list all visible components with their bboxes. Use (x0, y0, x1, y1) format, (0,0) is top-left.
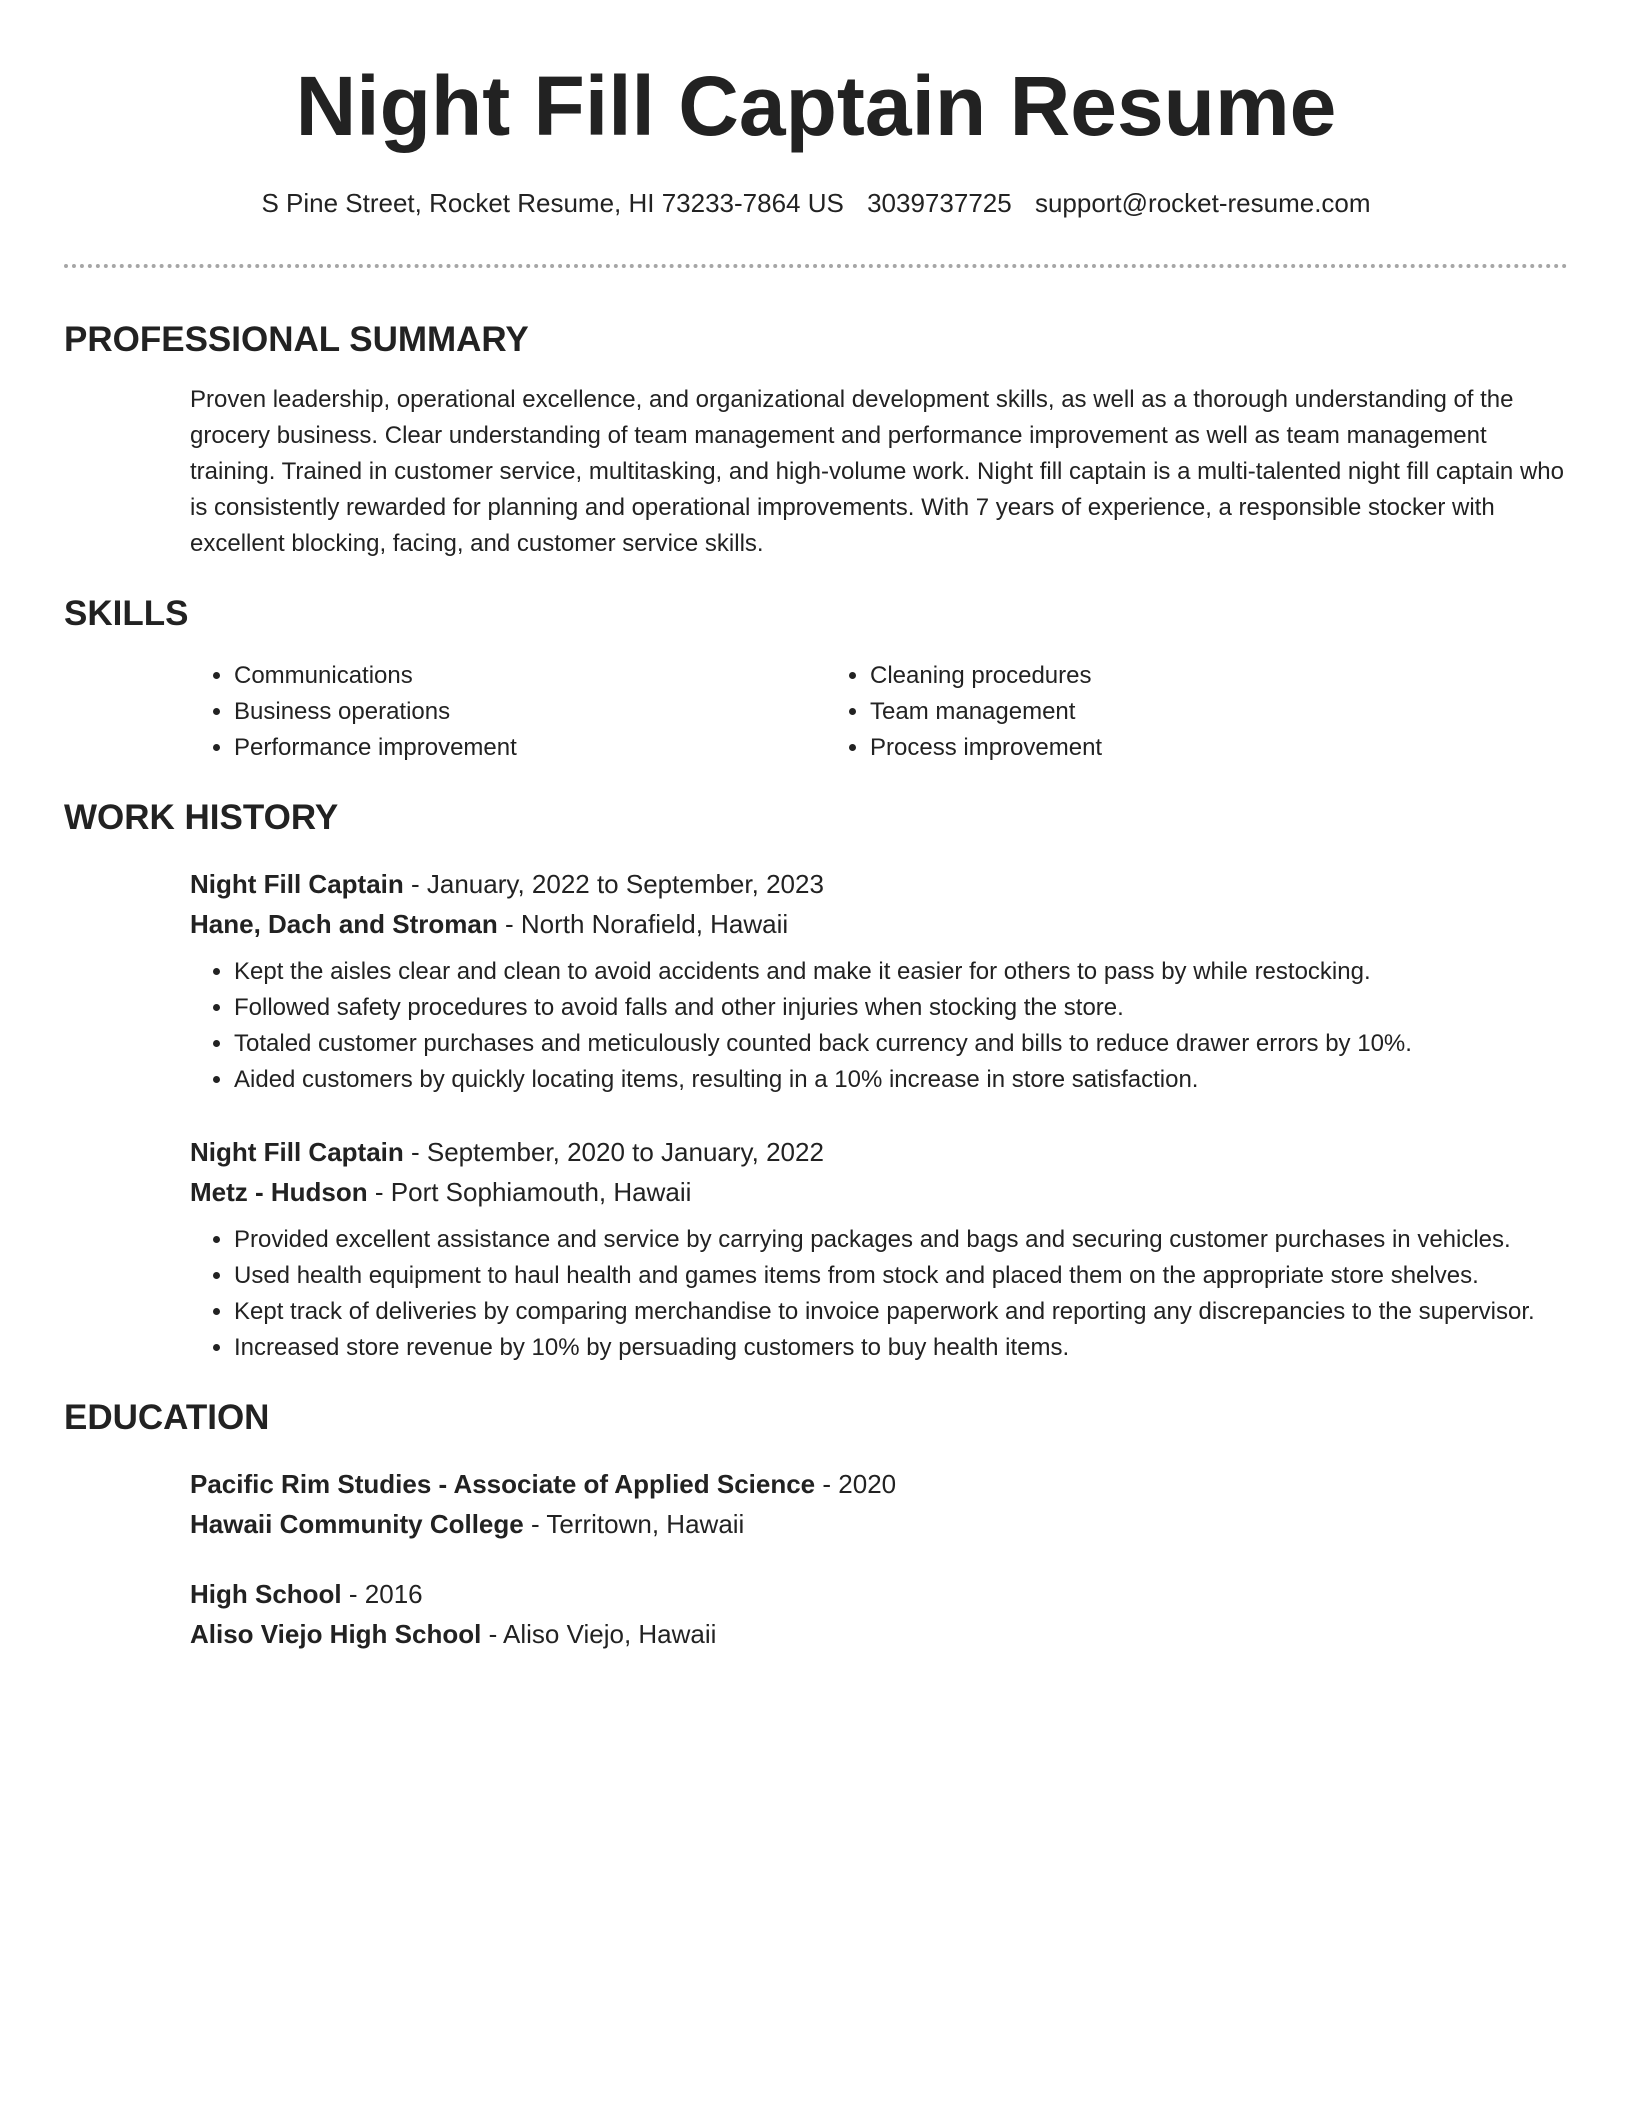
education-degree-line (190, 1464, 1568, 1504)
job-dates: - January, 2022 to September, 2023 (411, 869, 824, 899)
skills-list (190, 658, 1568, 766)
job-company: Metz - Hudson (190, 1177, 368, 1207)
contact-email[interactable]: support@rocket-resume.com (1034, 188, 1371, 218)
skill-item: • Process improvement (870, 730, 1466, 766)
job-bullet: • Followed safety procedures to avoid falls and other injuries when stocking the store. (234, 990, 1568, 1026)
job-bullet: • Kept the aisles clear and clean to avoid accidents and make it easier for others to pass by while restocking. (234, 954, 1568, 990)
job-bullets (190, 954, 1568, 1098)
job-role: Night Fill Captain (190, 869, 404, 899)
skills-column-right (826, 658, 1466, 766)
skill-item: • Business operations (234, 694, 826, 730)
job-role: Night Fill Captain (190, 1137, 404, 1167)
job-bullet: • Provided excellent assistance and service by carrying packages and bags and securing customer purchases in vehicles. (234, 1222, 1568, 1258)
job-bullet: • Increased store revenue by 10% by persuading customers to buy health items. (234, 1330, 1568, 1366)
job-title-line (190, 1132, 1568, 1172)
skill-item: • Cleaning procedures (870, 658, 1466, 694)
skill-item: • Performance improvement (234, 730, 826, 766)
job-bullet: • Aided customers by quickly locating items, resulting in a 10% increase in store satisfaction. (234, 1062, 1568, 1098)
resume-title: Night Fill Captain Resume (295, 59, 1337, 153)
education-entry (190, 1464, 1568, 1544)
contact-line (64, 186, 1568, 220)
work-history-heading: WORK HISTORY (64, 798, 339, 837)
job-bullet: • Kept track of deliveries by comparing merchandise to invoice paperwork and reporting any discrepancies to the supervisor. (234, 1294, 1568, 1330)
job-company-line (190, 1172, 1568, 1212)
education-school-line (190, 1504, 1568, 1544)
education-school: Aliso Viejo High School (190, 1619, 482, 1649)
job-bullet: • Used health equipment to haul health and games items from stock and placed them on the appropriate store shelves. (234, 1258, 1568, 1294)
summary-text: Proven leadership, operational excellence, and organizational development skills, as well as a thorough understanding of the grocery business. Clear understanding of team management and performance improvement as well as team management training. Trained in customer service, multitasking, and high-volume work. Night fill captain is a multi-talented night fill captain who is consistently rewarded for planning and operational improvements. With 7 years of experience, a responsible stocker with excellent blocking, facing, and customer service skills. (190, 386, 1564, 557)
education-heading: EDUCATION (64, 1398, 270, 1437)
header-divider (64, 264, 1568, 268)
job-location: - North Norafield, Hawaii (504, 909, 789, 939)
job-bullets (190, 1222, 1568, 1366)
contact-address: S Pine Street, Rocket Resume, HI 73233-7864 US (261, 188, 844, 218)
skill-item: • Communications (234, 658, 826, 694)
education-entry (190, 1574, 1568, 1654)
education-year: - 2020 (822, 1469, 897, 1499)
education-location: - Territown, Hawaii (530, 1509, 745, 1539)
education-degree-line (190, 1574, 1568, 1614)
job-bullet: • Totaled customer purchases and meticulously counted back currency and bills to reduce drawer errors by 10%. (234, 1026, 1568, 1062)
summary-heading: PROFESSIONAL SUMMARY (64, 320, 529, 359)
skills-heading: SKILLS (64, 594, 189, 633)
education-location: - Aliso Viejo, Hawaii (488, 1619, 717, 1649)
job-entry (190, 1132, 1568, 1366)
education-school: Hawaii Community College (190, 1509, 524, 1539)
education-school-line (190, 1614, 1568, 1654)
job-dates: - September, 2020 to January, 2022 (411, 1137, 824, 1167)
job-location: - Port Sophiamouth, Hawaii (374, 1177, 692, 1207)
job-entry (190, 864, 1568, 1098)
job-company-line (190, 904, 1568, 944)
education-degree: Pacific Rim Studies - Associate of Applied Science (190, 1469, 816, 1499)
education-degree: High School (190, 1579, 342, 1609)
contact-phone: 3039737725 (867, 188, 1012, 218)
job-company: Hane, Dach and Stroman (190, 909, 498, 939)
skill-item: • Team management (870, 694, 1466, 730)
skills-column-left (190, 658, 826, 766)
education-year: - 2016 (348, 1579, 423, 1609)
job-title-line (190, 864, 1568, 904)
